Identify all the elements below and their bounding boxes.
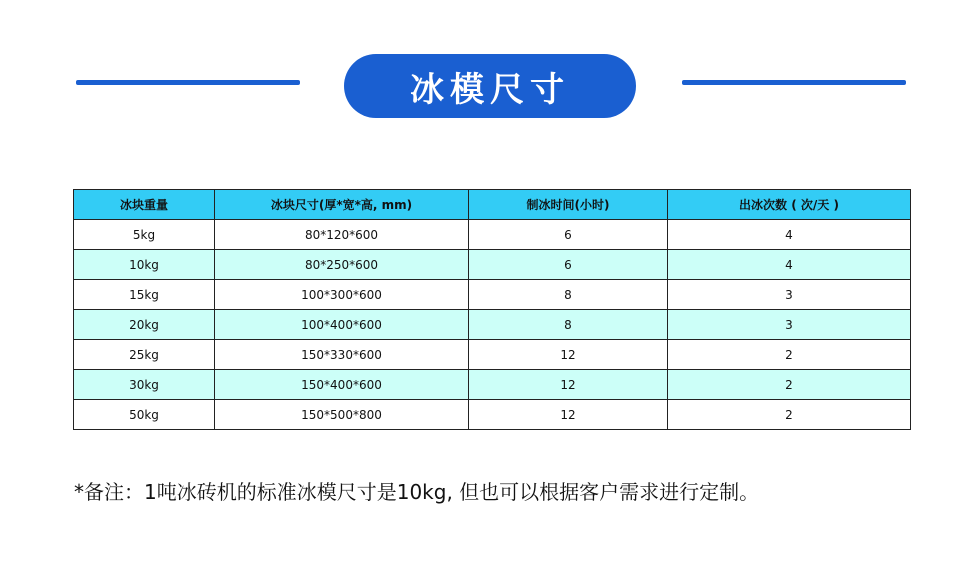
cell-time: 12: [469, 340, 668, 370]
ice-mold-size-table: [73, 189, 911, 430]
cell-times: 3: [668, 310, 911, 340]
table-header-row: [74, 190, 911, 220]
cell-time: 8: [469, 310, 668, 340]
cell-size: 150*400*600: [215, 370, 469, 400]
cell-size: 80*120*600: [215, 220, 469, 250]
table-row: [74, 310, 911, 340]
cell-times: 2: [668, 340, 911, 370]
table-row: [74, 340, 911, 370]
header-weight: 冰块重量: [74, 190, 215, 220]
table-row: [74, 400, 911, 430]
title-banner: [344, 54, 636, 118]
cell-time: 12: [469, 370, 668, 400]
right-divider-line: [682, 80, 906, 85]
cell-weight: 5kg: [74, 220, 215, 250]
left-divider-line: [76, 80, 300, 85]
cell-times: 4: [668, 220, 911, 250]
cell-times: 2: [668, 400, 911, 430]
cell-size: 150*330*600: [215, 340, 469, 370]
cell-times: 2: [668, 370, 911, 400]
table-row: [74, 280, 911, 310]
header-freeze-time: 制冰时间(小时): [469, 190, 668, 220]
cell-size: 100*400*600: [215, 310, 469, 340]
cell-size: 100*300*600: [215, 280, 469, 310]
cell-weight: 15kg: [74, 280, 215, 310]
table-row: [74, 220, 911, 250]
cell-weight: 20kg: [74, 310, 215, 340]
cell-weight: 25kg: [74, 340, 215, 370]
cell-times: 4: [668, 250, 911, 280]
cell-time: 6: [469, 250, 668, 280]
cell-size: 80*250*600: [215, 250, 469, 280]
cell-time: 12: [469, 400, 668, 430]
cell-weight: 50kg: [74, 400, 215, 430]
table-row: [74, 250, 911, 280]
table-row: [74, 370, 911, 400]
cell-weight: 30kg: [74, 370, 215, 400]
cell-size: 150*500*800: [215, 400, 469, 430]
cell-weight: 10kg: [74, 250, 215, 280]
header-size: 冰块尺寸(厚*宽*高, mm): [215, 190, 469, 220]
cell-time: 8: [469, 280, 668, 310]
footnote: *备注：1吨冰砖机的标准冰模尺寸是10kg, 但也可以根据客户需求进行定制。: [74, 480, 760, 504]
cell-times: 3: [668, 280, 911, 310]
page-title: 冰模尺寸: [410, 69, 570, 110]
cell-time: 6: [469, 220, 668, 250]
header-output-times: 出冰次数 ( 次/天 ): [668, 190, 911, 220]
